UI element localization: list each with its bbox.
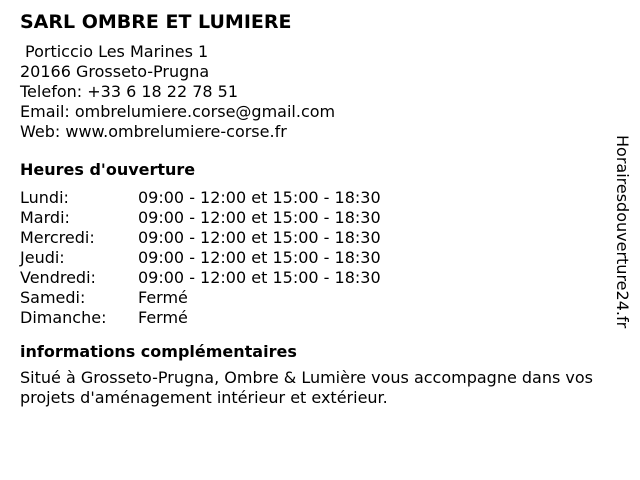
email-address: Email: ombrelumiere.corse@gmail.com [20,102,336,121]
day-label: Dimanche: [20,308,107,327]
day-label: Mardi: [20,208,70,227]
opening-hours-table [20,188,610,328]
day-hours: 09:00 - 12:00 et 15:00 - 18:30 [138,248,381,267]
day-hours: Fermé [138,308,188,327]
opening-hours-heading: Heures d'ouverture [20,160,196,179]
hours-row-friday [20,268,610,288]
site-watermark: Horairesdouverture24.fr [613,135,632,329]
hours-row-sunday [20,308,610,328]
hours-row-saturday [20,288,610,308]
hours-row-tuesday [20,208,610,228]
day-label: Vendredi: [20,268,96,287]
address-city: 20166 Grosseto-Prugna [20,62,210,81]
company-name: SARL OMBRE ET LUMIERE [20,11,292,33]
additional-info-heading: informations complémentaires [20,342,297,361]
hours-row-monday [20,188,610,208]
day-hours: 09:00 - 12:00 et 15:00 - 18:30 [138,208,381,227]
website: Web: www.ombrelumiere-corse.fr [20,122,287,141]
contact-block [20,42,610,142]
phone-number: Telefon: +33 6 18 22 78 51 [20,82,239,101]
day-hours: 09:00 - 12:00 et 15:00 - 18:30 [138,268,381,287]
day-label: Mercredi: [20,228,95,247]
additional-info-text: Situé à Grosseto-Prugna, Ombre & Lumière vous accompagne dans vos projets d'aménagement intérieur et extérieur. [20,368,594,407]
business-card [20,10,610,408]
day-label: Jeudi: [20,248,65,267]
address-street: Porticcio Les Marines 1 [25,42,209,61]
day-hours: Fermé [138,288,188,307]
day-label: Samedi: [20,288,86,307]
day-hours: 09:00 - 12:00 et 15:00 - 18:30 [138,188,381,207]
hours-row-thursday [20,248,610,268]
day-label: Lundi: [20,188,69,207]
hours-row-wednesday [20,228,610,248]
day-hours: 09:00 - 12:00 et 15:00 - 18:30 [138,228,381,247]
